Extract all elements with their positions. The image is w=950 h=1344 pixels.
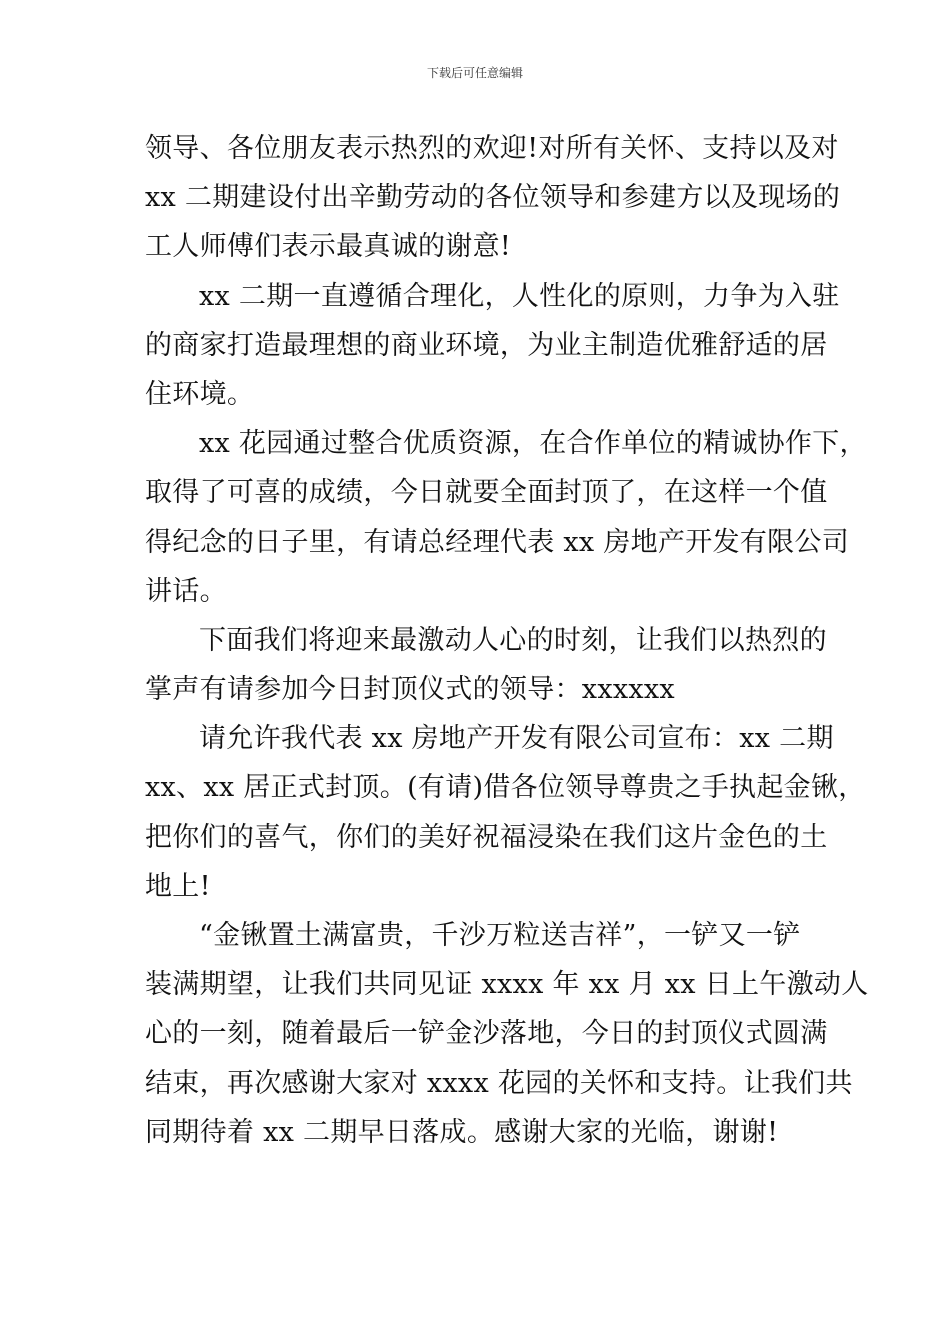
text-line: 同期待着 xx 二期早日落成。感谢大家的光临，谢谢!	[145, 1116, 779, 1148]
paragraph	[145, 419, 867, 616]
text-line: 请允许我代表 xx 房地产开发有限公司宣布：xx 二期	[199, 723, 834, 755]
paragraph	[145, 714, 866, 911]
text-line: xx 二期一直遵循合理化，人性化的原则，力争为入驻	[199, 280, 840, 312]
text-line: 领导、各位朋友表示热烈的欢迎!对所有关怀、支持以及对	[145, 133, 839, 164]
text-line: 结束，再次感谢大家对 xxxx 花园的关怀和支持。让我们共	[145, 1067, 853, 1099]
text-line: xx 花园通过整合优质资源，在合作单位的精诚协作下，	[199, 428, 867, 460]
text-line: 地上!	[145, 870, 211, 902]
text-line: 取得了可喜的成绩，今日就要全面封顶了，在这样一个值	[145, 477, 828, 509]
text-line: 工人师傅们表示最真诚的谢意!	[145, 231, 512, 263]
text-line: 下面我们将迎来最激动人心的时刻，让我们以热烈的	[199, 624, 827, 656]
text-line: 装满期望，让我们共同见证 xxxx 年 xx 月 xx 日上午激动人	[145, 969, 869, 1001]
text-line: 把你们的喜气，你们的美好祝福浸染在我们这片金色的土	[145, 821, 828, 853]
page-header: 下载后可任意编辑	[426, 66, 523, 80]
paragraph	[145, 616, 827, 714]
paragraph	[145, 124, 841, 272]
text-line: 讲话。	[145, 575, 227, 607]
text-line: xx、xx 居正式封顶。(有请)借各位领导尊贵之手执起金锹，	[145, 772, 866, 804]
text-line: “金锹置土满富贵，千沙万粒送吉祥”，一铲又一铲	[199, 920, 801, 951]
text-line: 心的一刻，随着最后一铲金沙落地，今日的封顶仪式圆满	[145, 1018, 828, 1050]
paragraph	[145, 272, 840, 420]
text-line: 的商家打造最理想的商业环境，为业主制造优雅舒适的居	[145, 329, 828, 361]
text-line: xx 二期建设付出辛勤劳动的各位领导和参建方以及现场的	[145, 182, 841, 214]
document-body	[145, 124, 869, 1157]
text-line: 掌声有请参加今日封顶仪式的领导：xxxxxx	[145, 674, 675, 706]
paragraph	[145, 911, 869, 1157]
text-line: 得纪念的日子里，有请总经理代表 xx 房地产开发有限公司	[145, 526, 850, 558]
text-line: 住环境。	[145, 378, 255, 410]
